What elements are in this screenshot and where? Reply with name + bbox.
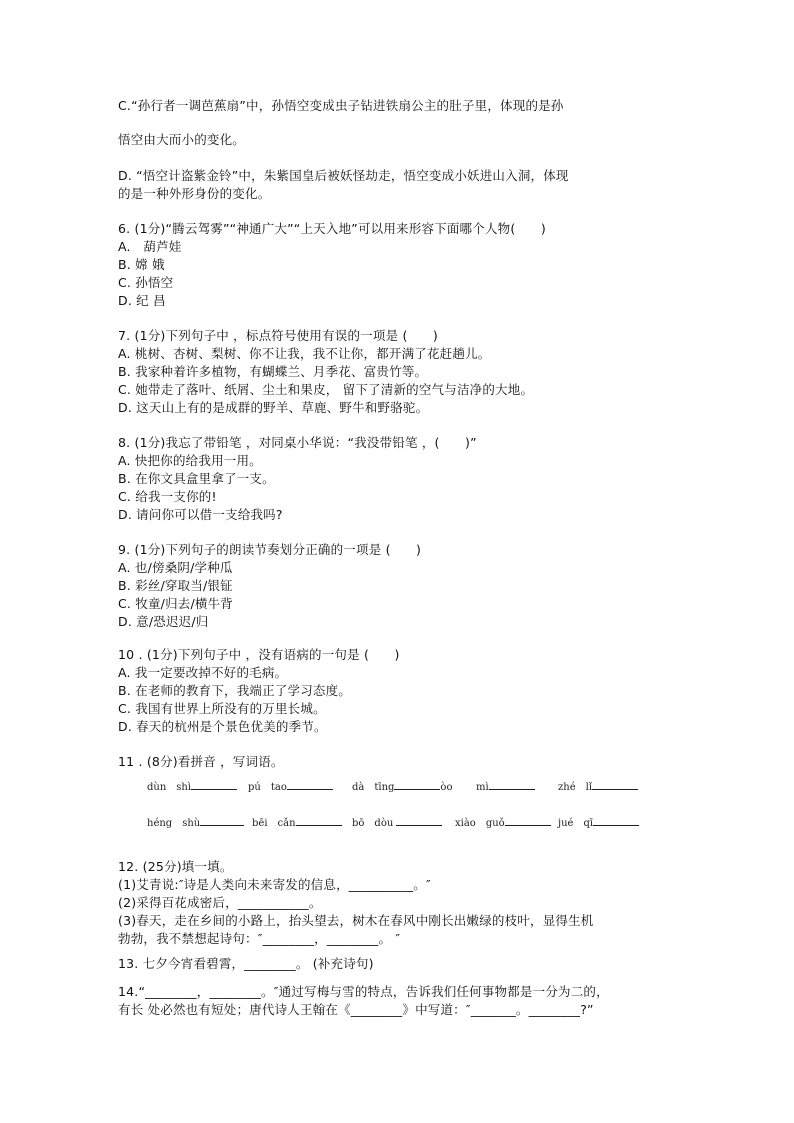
pinyin-item: dùn shì <box>147 779 237 795</box>
pinyin-item: zhé lǐ <box>558 779 638 795</box>
q8-stem: 8. (1分)我忘了带铅笔 ，对同桌小华说：“我没带铅笔 ，( )” <box>118 435 477 450</box>
q5-option-c: C.“孙行者一调芭蕉扇”中，孙悟空变成虫子钻进铁扇公主的肚子里，体现的是孙 <box>118 98 564 113</box>
q12-stem: 12. (25分)填一填。 <box>118 859 233 874</box>
pinyin-item: mì <box>476 779 535 795</box>
q14-line2: 有长 处必然也有短处；唐代诗人王翰在《________》中写道：″_______。________?” <box>118 1002 594 1017</box>
q10-option-b: B. 在老师的教育下，我端正了学习态度。 <box>118 683 352 698</box>
pinyin-item: xiào guǒ <box>455 815 551 831</box>
q5-option-d: D. “悟空计盗紫金铃”中，朱紫国皇后被妖怪劫走，悟空变成小妖进山入洞，体现 <box>118 168 569 183</box>
q5-option-d-cont: 的是一种外形身份的变化。 <box>118 186 271 201</box>
pinyin-item: jué qī <box>558 815 639 831</box>
q11-stem: 11 . (8分)看拼音 ，写词语。 <box>118 754 284 769</box>
q8-option-b: B. 在你文具盒里拿了一支。 <box>118 471 275 486</box>
q10-option-a: A. 我一定要改掉不好的毛病。 <box>118 665 288 680</box>
q6-option-d: D. 纪 昌 <box>118 293 166 308</box>
q9-option-c: C. 牧童/归去/横牛背 <box>118 596 233 611</box>
q7-option-d: D. 这天山上有的是成群的野羊、草鹿、野牛和野骆驼。 <box>118 400 429 415</box>
pinyin-item: bēi cǎn <box>252 815 342 831</box>
pinyin-item: dà tīng òo <box>352 779 452 795</box>
q5-option-c-cont: 悟空由大而小的变化。 <box>118 132 246 147</box>
q7-stem: 7. (1分)下列句子中 ，标点符号使用有误的一项是 ( ) <box>118 328 439 343</box>
q12-line3: (3)春天，走在乡间的小路上，抬头望去，树木在春风中刚长出嫩绿的枝叶，显得生机 <box>118 913 594 928</box>
q14-line1: 14.“________，________。″通过写梅与雪的特点，告诉我们任何事物都是一分为二的， <box>118 984 609 999</box>
pinyin-item: héng shù <box>147 815 244 831</box>
q12-line1: (1)艾青说:″诗是人类向未来寄发的信息，__________。″ <box>118 877 431 892</box>
q12-line2: (2)采得百花成密后，___________。 <box>118 895 322 910</box>
q6-option-b: B. 嫦 娥 <box>118 257 165 272</box>
q7-option-b: B. 我家种着许多植物，有蝴蝶兰、月季花、富贵竹等。 <box>118 364 428 379</box>
q8-option-a: A. 快把你的给我用一用。 <box>118 453 262 468</box>
pinyin-item: pú tao <box>248 779 333 795</box>
pinyin-item: bō dòu <box>352 815 442 831</box>
q7-option-a: A. 桃树、杏树、梨树、你不让我，我不让你，都开满了花赶趟儿。 <box>118 346 491 361</box>
q6-stem: 6. (1分)“腾云驾雾”“神通广大”“上天入地”可以用来形容下面哪个人物( ) <box>118 221 546 236</box>
q9-stem: 9. (1分)下列句子的朗读节奏划分正确的一项是 ( ) <box>118 542 422 557</box>
q10-stem: 10 . (1分)下列句子中 ，没有语病的一句是 ( ) <box>118 647 400 662</box>
q9-option-d: D. 意/恐迟迟/归 <box>118 614 209 629</box>
q10-option-c: C. 我国有世界上所没有的万里长城。 <box>118 701 326 716</box>
q9-option-b: B. 彩丝/穿取当/银钲 <box>118 578 233 593</box>
q9-option-a: A. 也/傍桑阴/学种瓜 <box>118 560 233 575</box>
q10-option-d: D. 春天的杭州是个景色优美的季节。 <box>118 719 327 734</box>
q12-line3-cont: 勃勃，我不禁想起诗句：″________，________。 ″ <box>118 931 401 946</box>
q8-option-c: C. 给我一支你的! <box>118 489 217 504</box>
q7-option-c: C. 她带走了落叶、纸屑、尘土和果皮， 留下了清新的空气与洁净的大地。 <box>118 382 534 397</box>
q13: 13. 七夕今宵看碧霄，________。 (补充诗句) <box>118 956 374 971</box>
q6-option-c: C. 孙悟空 <box>118 275 174 290</box>
q8-option-d: D. 请问你可以借一支给我吗? <box>118 507 283 522</box>
q6-option-a: A. 葫芦娃 <box>118 239 182 254</box>
